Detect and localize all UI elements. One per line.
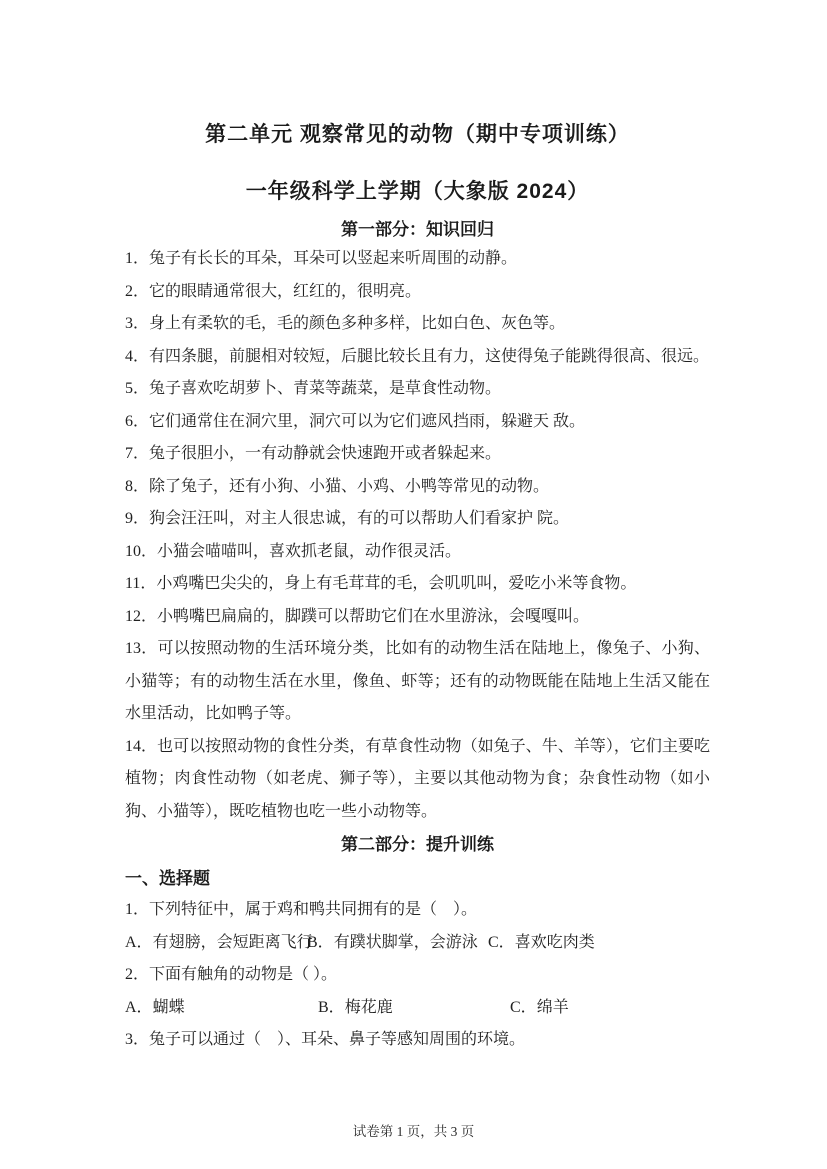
page-footer: 试卷第 1 页，共 3 页 (352, 1124, 475, 1139)
knowledge-review-list (125, 243, 710, 828)
item-number: 12． (125, 607, 158, 625)
knowledge-item-13 (125, 633, 710, 731)
question-1-options (125, 927, 710, 960)
item-text: 兔子有长长的耳朵，耳朵可以竖起来听周围的动静。 (149, 250, 518, 267)
item-text: 有四条腿，前腿相对较短，后腿比较长且有力，这使得兔子能跳得很高、很远。 (149, 347, 710, 365)
knowledge-item-10 (125, 536, 710, 569)
item-number: 1． (125, 250, 150, 267)
option-a (125, 927, 313, 960)
question-2 (125, 959, 710, 992)
question-number: 3． (125, 1031, 150, 1048)
knowledge-item-12 (125, 601, 710, 634)
knowledge-item-8 (125, 471, 710, 504)
question-number: 2． (125, 966, 150, 983)
knowledge-item-7 (125, 438, 710, 471)
option-label: A． (125, 998, 153, 1016)
question-3 (125, 1024, 710, 1057)
item-text: 小鸭嘴巴扁扁的，脚蹼可以帮助它们在水里游泳，会嘎嘎叫。 (157, 607, 590, 625)
item-text: 兔子喜欢吃胡萝卜、青菜等蔬菜，是草食性动物。 (149, 380, 502, 397)
document-subtitle: 一年级科学上学期（大象版 2024） (245, 180, 590, 203)
item-number: 13． (125, 640, 158, 657)
item-text: 它的眼睛通常很大，红红的，很明亮。 (149, 282, 422, 300)
option-text: 梅花鹿 (344, 998, 393, 1016)
option-b (318, 992, 393, 1025)
item-text: 它们通常住在洞穴里，洞穴可以为它们遮风挡雨，躲避天 敌。 (149, 412, 586, 430)
knowledge-item-1 (125, 243, 710, 276)
option-text: 有翅膀，会短距离飞行 (152, 933, 313, 951)
knowledge-item-14 (125, 731, 710, 829)
item-text: 除了兔子，还有小狗、小猫、小鸡、小鸭等常见的动物。 (149, 477, 550, 495)
knowledge-item-11 (125, 568, 710, 601)
option-c (488, 927, 595, 960)
part2-heading: 第二部分：提升训练 (341, 835, 494, 854)
item-number: 2． (125, 282, 150, 300)
option-b (307, 927, 478, 960)
question-1 (125, 894, 710, 927)
knowledge-item-5 (125, 373, 710, 406)
item-number: 6． (125, 412, 150, 430)
option-label: C． (510, 998, 537, 1016)
item-number: 11． (125, 575, 157, 592)
part1-heading: 第一部分：知识回归 (341, 220, 494, 239)
item-text: 身上有柔软的毛，毛的颜色多种多样，比如白色、灰色等。 (149, 315, 566, 332)
knowledge-item-4 (125, 341, 710, 374)
question-text: 下列特征中，属于鸡和鸭共同拥有的是（ ）。 (149, 901, 478, 918)
question-2-options (125, 992, 710, 1025)
question-text: 兔子可以通过（ ）、耳朵、鼻子等感知周围的环境。 (149, 1031, 526, 1048)
item-text: 也可以按照动物的食性分类，有草食性动物（如兔子、牛、羊等），它们主要吃植物；肉食性动物（如老虎、狮子等），主要以其他动物为食；杂食性动物（如小狗、小猫等），既吃植物也吃一些小动物等。 (125, 737, 710, 820)
item-number: 7． (125, 445, 150, 462)
item-number: 3． (125, 315, 150, 332)
question-text: 下面有触角的动物是（ ）。 (149, 966, 338, 983)
option-label: B． (318, 998, 345, 1016)
option-label: C． (488, 933, 515, 951)
item-text: 兔子很胆小，一有动静就会快速跑开或者躲起来。 (149, 445, 502, 462)
knowledge-item-2 (125, 276, 710, 309)
item-text: 小猫会喵喵叫，喜欢抓老鼠，动作很灵活。 (157, 542, 462, 560)
option-text: 绵羊 (536, 998, 569, 1016)
item-text: 可以按照动物的生活环境分类，比如有的动物生活在陆地上，像兔子、小狗、小猫等；有的动物生活在水里，像鱼、虾等；还有的动物既能在陆地上生活又能在水里活动，比如鸭子等。 (125, 640, 710, 722)
item-number: 10． (125, 542, 158, 560)
knowledge-item-9 (125, 503, 710, 536)
option-c (510, 992, 569, 1025)
item-number: 8． (125, 477, 150, 495)
option-text: 有蹼状脚掌，会游泳 (333, 933, 478, 951)
item-number: 14． (125, 737, 158, 755)
item-text: 小鸡嘴巴尖尖的，身上有毛茸茸的毛，会叽叽叫，爱吃小米等食物。 (156, 575, 637, 592)
option-text: 蝴蝶 (152, 998, 185, 1016)
option-a (125, 992, 185, 1025)
item-number: 9． (125, 510, 150, 527)
knowledge-item-3 (125, 308, 710, 341)
item-number: 5． (125, 380, 150, 397)
option-label: B． (307, 933, 334, 951)
document-title: 第二单元 观察常见的动物（期中专项训练） (205, 123, 630, 146)
multiple-choice-section-title: 一、选择题 (125, 869, 210, 888)
question-list (125, 894, 710, 1057)
item-text: 狗会汪汪叫，对主人很忠诚，有的可以帮助人们看家护 院。 (149, 510, 570, 527)
knowledge-item-6 (125, 406, 710, 439)
option-text: 喜欢吃肉类 (514, 933, 595, 951)
question-number: 1． (125, 901, 150, 918)
item-number: 4． (125, 347, 150, 365)
option-label: A． (125, 933, 153, 951)
